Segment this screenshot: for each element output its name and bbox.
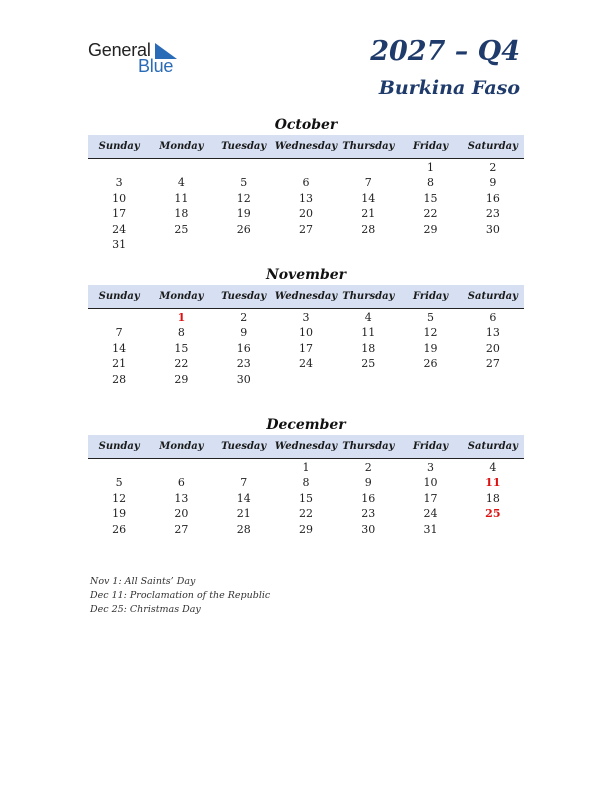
day-cell: 7	[240, 476, 248, 490]
day-cell: 21	[361, 207, 376, 221]
week-row	[88, 356, 524, 371]
day-cell: 7	[115, 326, 123, 340]
day-cell	[399, 372, 461, 387]
day-cell: 25	[361, 357, 376, 371]
day-cell: 18	[485, 491, 500, 505]
day-cell	[88, 160, 150, 175]
day-cell: 22	[423, 207, 438, 221]
day-cell: 9	[489, 176, 497, 190]
week-row	[88, 372, 524, 387]
day-cell: 17	[298, 341, 313, 355]
weekday-label: Wednesday	[274, 141, 338, 152]
month-title: December	[266, 417, 346, 433]
day-cell: 9	[364, 476, 372, 490]
day-cell: 11	[361, 326, 376, 340]
week-rows	[88, 309, 524, 387]
week-rows	[88, 159, 524, 252]
week-row	[88, 325, 524, 340]
day-cell: 5	[427, 311, 435, 324]
month-october	[88, 115, 524, 252]
day-cell: 24	[112, 222, 127, 236]
week-row	[88, 341, 524, 356]
week-row	[88, 237, 524, 252]
weekday-label: Friday	[412, 441, 449, 452]
day-cell: 28	[361, 222, 376, 236]
day-cell: 12	[423, 326, 438, 340]
week-row	[88, 522, 524, 537]
month-november	[88, 265, 524, 387]
day-cell: 10	[112, 191, 127, 205]
day-cell: 15	[298, 491, 313, 505]
weekday-label: Monday	[159, 291, 204, 302]
day-cell: 22	[174, 357, 189, 371]
day-cell: 9	[240, 326, 248, 340]
week-row	[88, 160, 524, 175]
day-cell: 11	[174, 191, 189, 205]
weekday-label: Thursday	[342, 141, 395, 152]
day-cell: 31	[423, 522, 438, 536]
day-cell	[337, 160, 399, 175]
day-cell	[462, 237, 524, 252]
weekday-label: Friday	[412, 141, 449, 152]
day-cell: 16	[236, 341, 251, 355]
day-cell: 6	[177, 476, 185, 490]
day-cell: 25	[485, 507, 501, 521]
day-cell: 7	[364, 176, 372, 190]
day-cell: 13	[298, 191, 313, 205]
day-cell: 8	[427, 176, 435, 190]
day-cell	[150, 237, 212, 252]
month-title: November	[265, 267, 347, 283]
day-cell: 26	[236, 222, 251, 236]
day-cell: 21	[236, 507, 251, 521]
day-cell: 13	[174, 491, 189, 505]
day-cell: 19	[112, 507, 127, 521]
day-cell: 19	[423, 341, 438, 355]
day-cell: 3	[115, 176, 123, 190]
day-cell: 12	[236, 191, 251, 205]
day-cell: 1	[427, 161, 435, 174]
day-cell: 25	[174, 222, 189, 236]
day-cell: 18	[361, 341, 376, 355]
day-cell: 30	[485, 222, 500, 236]
day-cell: 2	[364, 461, 372, 474]
day-cell: 18	[174, 207, 189, 221]
day-cell	[337, 372, 399, 387]
day-cell: 5	[240, 176, 248, 190]
day-cell: 20	[485, 341, 500, 355]
day-cell	[462, 522, 524, 537]
day-cell	[213, 237, 275, 252]
week-rows	[88, 459, 524, 537]
weekday-label: Sunday	[98, 441, 140, 452]
week-row	[88, 491, 524, 506]
day-cell	[150, 460, 212, 475]
week-row	[88, 310, 524, 325]
month-december	[88, 415, 524, 537]
day-cell: 2	[240, 311, 248, 324]
day-cell	[213, 160, 275, 175]
day-cell: 2	[489, 161, 497, 174]
week-row	[88, 506, 524, 521]
weekday-label: Sunday	[98, 291, 140, 302]
page-title: 2027 – Q4	[370, 36, 520, 67]
day-cell: 10	[298, 326, 313, 340]
day-cell	[88, 310, 150, 325]
day-cell: 29	[423, 222, 438, 236]
week-row	[88, 175, 524, 190]
day-cell: 8	[177, 326, 185, 340]
day-cell: 4	[364, 311, 372, 324]
day-cell: 23	[485, 207, 500, 221]
weekday-label: Monday	[159, 441, 204, 452]
day-cell: 8	[302, 476, 310, 490]
day-cell: 27	[485, 357, 500, 371]
weekday-label: Tuesday	[221, 141, 267, 152]
week-row	[88, 460, 524, 475]
day-cell: 29	[298, 522, 313, 536]
day-cell: 16	[361, 491, 376, 505]
day-cell: 23	[236, 357, 251, 371]
weekday-label: Saturday	[467, 441, 518, 452]
day-cell: 20	[174, 507, 189, 521]
day-cell: 31	[112, 237, 127, 251]
day-cell: 15	[423, 191, 438, 205]
day-cell	[337, 237, 399, 252]
logo	[88, 40, 198, 76]
day-cell: 4	[177, 176, 185, 190]
day-cell: 10	[423, 476, 438, 490]
day-cell: 21	[112, 357, 127, 371]
day-cell: 14	[112, 341, 127, 355]
weekday-label: Tuesday	[221, 291, 267, 302]
day-cell: 5	[115, 476, 123, 490]
holiday-note: Dec 25: Christmas Day	[90, 604, 201, 615]
day-cell: 14	[361, 191, 376, 205]
day-cell	[150, 160, 212, 175]
day-cell: 14	[236, 491, 251, 505]
weekday-label: Saturday	[467, 291, 518, 302]
day-cell: 22	[298, 507, 313, 521]
day-cell	[88, 460, 150, 475]
week-row	[88, 191, 524, 206]
week-row	[88, 206, 524, 221]
day-cell: 1	[177, 311, 186, 324]
day-cell: 13	[485, 326, 500, 340]
day-cell	[462, 372, 524, 387]
weekday-label: Saturday	[467, 141, 518, 152]
weekday-label: Wednesday	[274, 291, 338, 302]
week-row	[88, 222, 524, 237]
logo-text-blue: Blue	[138, 56, 174, 76]
day-cell: 6	[489, 311, 497, 324]
day-cell: 27	[298, 222, 313, 236]
day-cell: 3	[302, 311, 310, 324]
day-cell: 11	[485, 476, 501, 490]
weekday-label: Tuesday	[221, 441, 267, 452]
day-cell: 26	[112, 522, 127, 536]
day-cell: 17	[423, 491, 438, 505]
day-cell: 19	[236, 207, 251, 221]
holiday-note: Nov 1: All Saints’ Day	[90, 576, 196, 587]
logo-text-general: General	[88, 40, 151, 60]
day-cell	[399, 237, 461, 252]
day-cell	[275, 160, 337, 175]
weekday-header	[88, 435, 524, 459]
day-cell: 30	[361, 522, 376, 536]
weekday-label: Monday	[159, 141, 204, 152]
day-cell	[275, 372, 337, 387]
day-cell: 29	[174, 372, 189, 386]
week-row	[88, 475, 524, 490]
day-cell: 28	[236, 522, 251, 536]
weekday-label: Wednesday	[274, 441, 338, 452]
day-cell: 24	[423, 507, 438, 521]
weekday-label: Friday	[412, 291, 449, 302]
day-cell: 20	[298, 207, 313, 221]
day-cell: 4	[489, 461, 497, 474]
day-cell: 23	[361, 507, 376, 521]
day-cell: 17	[112, 207, 127, 221]
day-cell	[275, 237, 337, 252]
weekday-label: Thursday	[342, 441, 395, 452]
day-cell: 30	[236, 372, 251, 386]
country-name: Burkina Faso	[378, 77, 520, 99]
day-cell: 27	[174, 522, 189, 536]
day-cell: 16	[485, 191, 500, 205]
day-cell: 28	[112, 372, 127, 386]
weekday-label: Thursday	[342, 291, 395, 302]
day-cell: 15	[174, 341, 189, 355]
day-cell: 12	[112, 491, 127, 505]
day-cell: 3	[427, 461, 435, 474]
weekday-header	[88, 285, 524, 309]
holiday-notes	[90, 575, 270, 617]
weekday-header	[88, 135, 524, 159]
weekday-label: Sunday	[98, 141, 140, 152]
day-cell: 24	[298, 357, 313, 371]
day-cell: 6	[302, 176, 310, 190]
day-cell: 26	[423, 357, 438, 371]
day-cell	[213, 460, 275, 475]
day-cell: 1	[302, 461, 310, 474]
holiday-note: Dec 11: Proclamation of the Republic	[90, 590, 271, 601]
month-title: October	[274, 117, 338, 133]
